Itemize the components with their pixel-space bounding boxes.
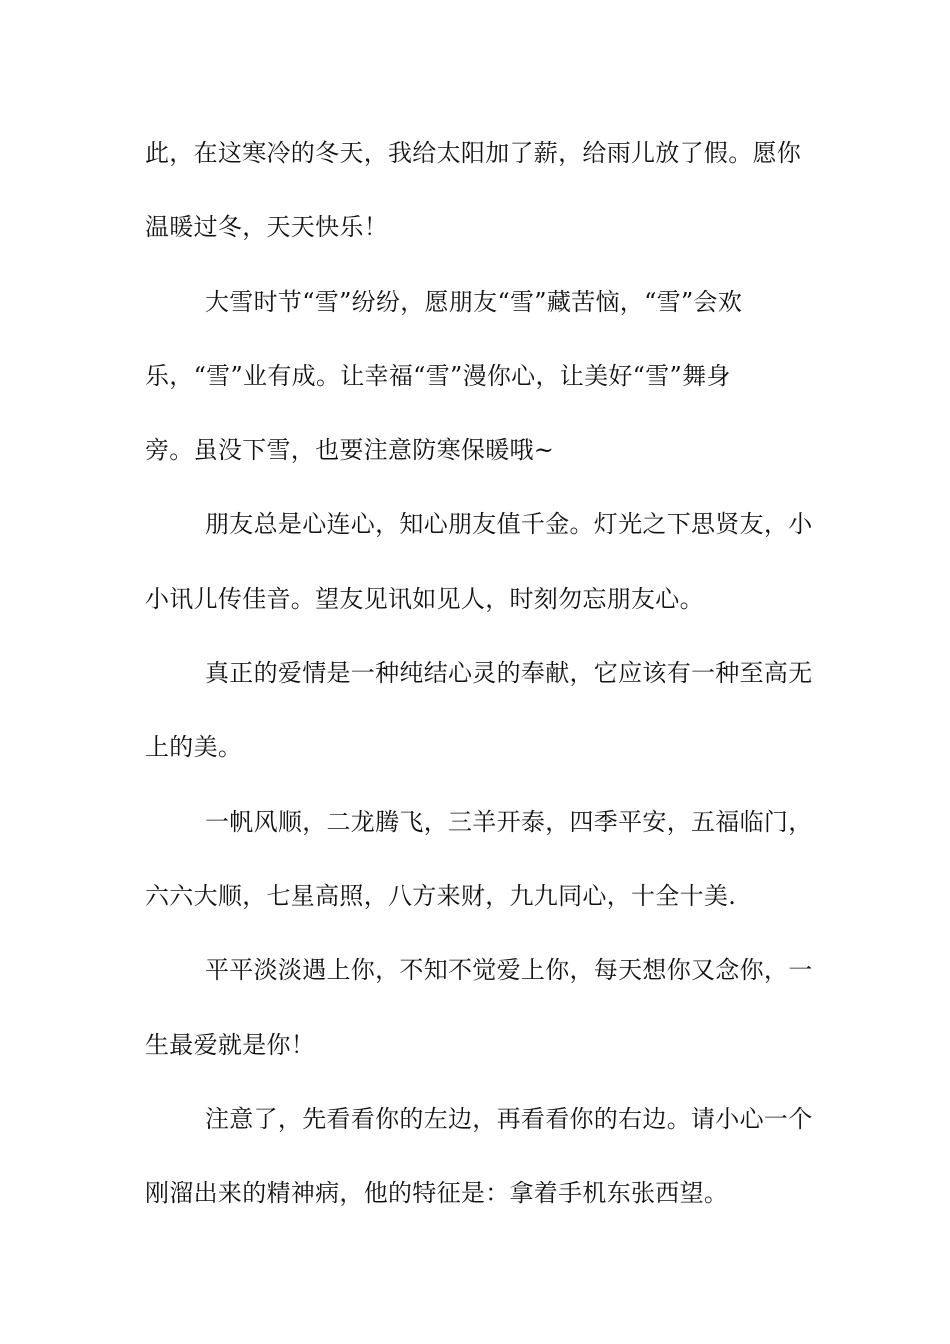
- text-line: 上的美。: [145, 733, 243, 762]
- text-line: 真正的爱情是一种纯结心灵的奉献，它应该有一种至高无: [205, 659, 813, 688]
- text-line: 大雪时节“雪”纷纷，愿朋友“雪”藏苦恼，“雪”会欢: [205, 287, 743, 316]
- text-line: 六六大顺，七星高照，八方来财，九九同心，十全十美.: [145, 881, 737, 910]
- text-line: 平平淡淡遇上你，不知不觉爱上你，每天想你又念你，一: [205, 956, 813, 985]
- text-line: 此，在这寒冷的冬天，我给太阳加了薪，给雨儿放了假。愿你: [145, 139, 802, 167]
- text-line: 小讯儿传佳音。望友见讯如见人，时刻勿忘朋友心。: [145, 584, 704, 613]
- text-line: 一帆风顺，二龙腾飞，三羊开泰，四季平安，五福临门，: [205, 807, 813, 836]
- text-line: 朋友总是心连心，知心朋友值千金。灯光之下思贤友，小: [205, 510, 813, 539]
- text-line: 刚溜出来的精神病，他的特征是：拿着手机东张西望。: [145, 1179, 729, 1208]
- text-line: 注意了，先看看你的左边，再看看你的右边。请小心一个: [205, 1104, 813, 1133]
- text-line: 生最爱就是你！: [145, 1030, 316, 1059]
- text-line: 乐，“雪”业有成。让幸福“雪”漫你心，让美好“雪”舞身: [145, 361, 731, 390]
- body-text: [145, 126, 813, 1240]
- text-line: 温暖过冬，天天快乐！: [145, 213, 388, 242]
- text-line: 旁。虽没下雪，也要注意防寒保暖哦~: [145, 436, 555, 465]
